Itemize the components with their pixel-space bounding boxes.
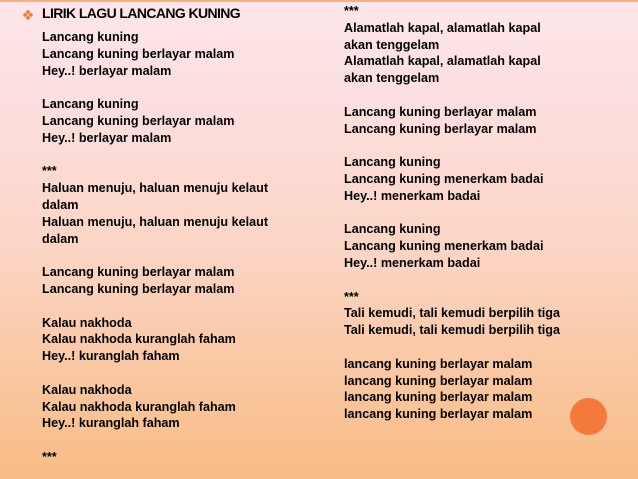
stanza-gap [42, 147, 312, 164]
decorative-orange-circle [570, 398, 607, 435]
lyric-line: Alamatlah kapal, alamatlah kapal [344, 54, 541, 69]
lyric-line: Lancang kuning berlayar malam [344, 104, 537, 119]
lyric-line: Hey..! kuranglah faham [42, 416, 180, 431]
lyric-line: lancang kuning berlayar malam [344, 356, 533, 371]
lyric-line: Lancang kuning menerkam badai [344, 171, 544, 186]
lyric-line: Hey..! kuranglah faham [42, 349, 180, 364]
lyrics-left-column [42, 29, 312, 466]
stanza-gap [42, 298, 312, 315]
lyric-line: akan tenggelam [344, 37, 440, 52]
lyric-line: lancang kuning berlayar malam [344, 407, 533, 422]
stanza-separator: *** [42, 449, 57, 464]
stanza-gap [344, 87, 594, 104]
lyric-line: Lancang kuning berlayar malam [42, 46, 235, 61]
stanza-gap [344, 137, 594, 154]
lyric-line: Lancang kuning berlayar malam [344, 121, 537, 136]
lyric-line: lancang kuning berlayar malam [344, 373, 533, 388]
lyric-line: Hey..! berlayar malam [42, 63, 172, 78]
lyric-line: Lancang kuning berlayar malam [42, 113, 235, 128]
lyric-line: lancang kuning berlayar malam [344, 390, 533, 405]
lyric-line: Lancang kuning menerkam badai [344, 239, 544, 254]
stanza-gap [42, 79, 312, 96]
top-border-line [0, 0, 638, 2]
lyric-line: dalam [42, 231, 79, 246]
lyric-line: Alamatlah kapal, alamatlah kapal [344, 20, 541, 35]
lyric-line: Lancang kuning [42, 30, 139, 44]
lyric-line: Haluan menuju, haluan menuju kelaut [42, 181, 269, 196]
stanza-gap [344, 205, 594, 222]
lyric-line: Kalau nakhoda kuranglah faham [42, 399, 236, 414]
stanza-gap [344, 339, 594, 356]
lyric-line: Lancang kuning berlayar malam [42, 265, 235, 280]
lyric-line: Lancang kuning [42, 97, 139, 112]
lyrics-right-column [344, 3, 594, 423]
lyric-line: Kalau nakhoda kuranglah faham [42, 332, 236, 347]
lyric-line: Lancang kuning [344, 222, 441, 237]
stanza-gap [42, 432, 312, 449]
lyric-line: Haluan menuju, haluan menuju kelaut [42, 214, 269, 229]
slide-title: LIRIK LAGU LANCANG KUNING [42, 5, 241, 21]
stanza-gap [344, 272, 594, 289]
lyric-line: akan tenggelam [344, 71, 440, 86]
stanza-separator: *** [42, 164, 57, 179]
lyric-line: Tali kemudi, tali kemudi berpilih tiga [344, 323, 560, 338]
lyric-line: Hey..! menerkam badai [344, 188, 481, 203]
lyric-line: Kalau nakhoda [42, 382, 132, 397]
lyric-line: Hey..! berlayar malam [42, 130, 172, 145]
stanza-gap [42, 247, 312, 264]
lyric-line: Kalau nakhoda [42, 315, 132, 330]
lyric-line: Lancang kuning berlayar malam [42, 281, 235, 296]
diamond-bullet-icon: ❖ [21, 7, 35, 23]
stanza-separator: *** [344, 4, 359, 18]
lyric-line: dalam [42, 197, 79, 212]
stanza-separator: *** [344, 289, 359, 304]
lyric-line: Hey..! menerkam badai [344, 255, 481, 270]
lyric-line: Lancang kuning [344, 155, 441, 170]
stanza-gap [42, 365, 312, 382]
lyric-line: Tali kemudi, tali kemudi berpilih tiga [344, 306, 560, 321]
